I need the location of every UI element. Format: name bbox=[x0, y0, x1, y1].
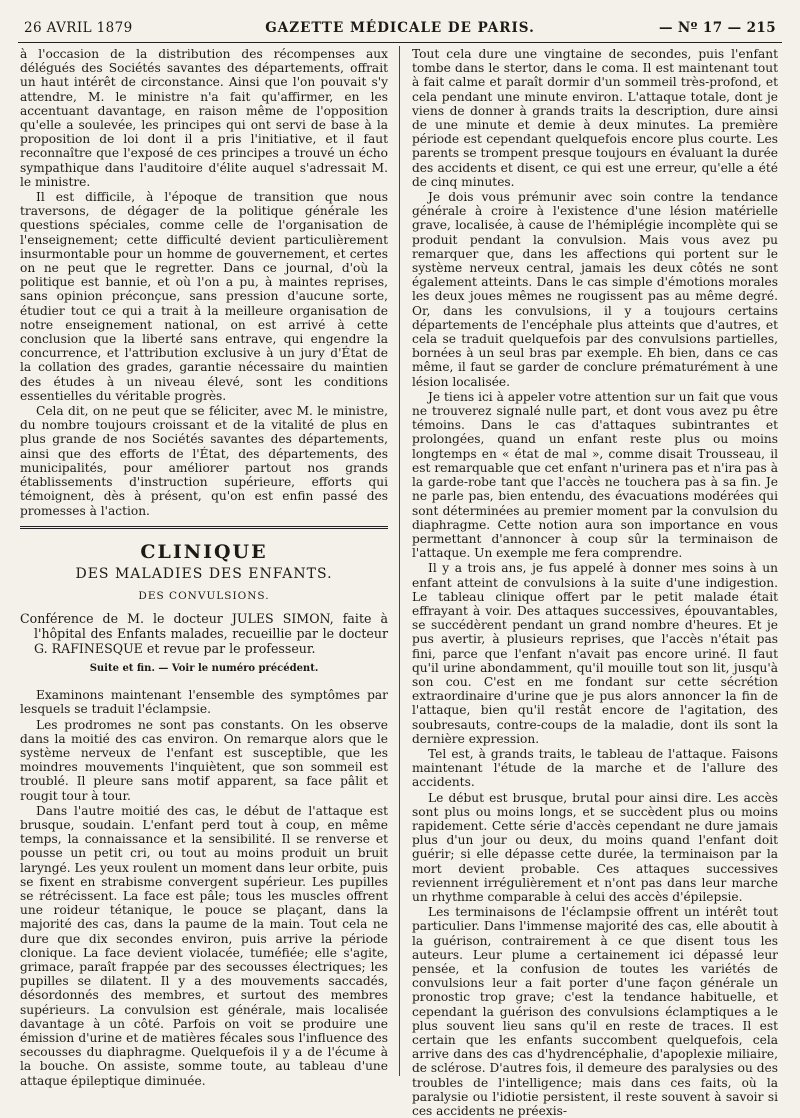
paragraph: Je dois vous prémunir avec soin contre la tendance générale à croire à l'existence d'une lésion matérielle grave, localisée, à cause de l'hémiplégie incomplète qui se produit pendant la convulsion. Mais vous avez pu remarquer que, dans les affections qui portent sur le système nerveux central, jamais les deux côtés ne sont également atteints. Dans le cas simple d'émotions morales les deux joues mêmes ne rougissent pas au même degré. Or, dans les convulsions, il y a toujours certains départements de l'encéphale plus atteints que d'autres, et cela se traduit quelquefois par des convulsions partielles, bornées à un seul bras par exemple. Eh bien, dans ce cas même, il faut se garder de conclure prématurément à une lésion localisée. bbox=[412, 190, 778, 389]
paragraph: Cela dit, on ne peut que se féliciter, avec M. le ministre, du nombre toujours croissant et de la vitalité de plus en plus grande de nos Sociétés savantes des départements, ainsi que des efforts de l'État, des départements, des municipalités, pour améliorer partout nos grands établissements d'instruction supérieure, efforts qui témoignent, dès à présent, qu'on est enfin passé des promesses à l'action. bbox=[20, 404, 388, 518]
paragraph: Dans l'autre moitié des cas, le début de l'attaque est brusque, soudain. L'enfant perd tout à coup, en même temps, la connaissance et la sensibilité. Il se renverse et pousse un petit cri, ou tout au moins produit un bruit laryngé. Les yeux roulent un moment dans leur orbite, puis se fixent en strabisme convergent supérieur. Les pupilles se rétrécissent. La face est pâle; tous les muscles offrent une roideur tétanique, le pouce se plaçant, dans la majorité des cas, dans la paume de la main. Tout cela ne dure que dix secondes environ, puis arrive la période clonique. La face devient violacée, tuméfiée; elle s'agite, grimace, paraît frappée par des secousses électriques; les pupilles se dilatent. Il y a des mouvements saccadés, désordonnés des membres, et surtout des membres supérieurs. La convulsion est générale, mais localisée davantage à un côté. Parfois on voit se produire une émission d'urine et de matières fécales sous l'influence des secousses du diaphragme. Quelquefois il y a de l'écume à la bouche. On assiste, somme toute, au tableau d'une attaque épileptique diminuée. bbox=[20, 803, 388, 1088]
page-number: — Nº 17 — 215 bbox=[658, 20, 776, 36]
paragraph: à l'occasion de la distribution des récompenses aux délégués des Sociétés savantes des départements, offrait un haut intérêt de circonstance. Ainsi que l'on pouvait s'y attendre, M. le ministre n'a fait qu'affirmer, en les accentuant davantage, en raison même de l'opposition qu'elle a soulevée, les principes qui ont servi de base à la proposition de loi dont il a pris l'initiative, et il faut reconnaître que l'exposé de ces principes a trouvé un écho sympathique dans l'auditoire d'élite auquel s'adressait M. le ministre. bbox=[20, 47, 388, 189]
left-column bbox=[20, 47, 388, 1088]
section-subtitle: DES MALADIES DES ENFANTS. bbox=[75, 565, 333, 582]
paragraph: Les terminaisons de l'éclampsie offrent un intérêt tout particulier. Dans l'immense majorité des cas, elle aboutit à la guérison, contrairement à ce que disent tous les auteurs. Leur plume a certainement ici dépassé leur pensée, et la confusion de toutes les variétés de convulsions leur a fait porter d'une façon générale un pronostic trop grave; c'est la tendance habituelle, et cependant la guérison des convulsions éclamptiques a le plus souvent lieu sans qu'il en reste de traces. Il est certain que les enfants succombent quelquefois, cela arrive dans des cas d'hydrencéphalie, d'apoplexie miliaire, de sclérose. D'autres fois, il demeure des paralysies ou des troubles de l'intelligence; mais dans ces faits, où la paralysie ou l'idiotie persistent, il reste souvent à savoir si ces accidents ne préexis- bbox=[412, 905, 778, 1118]
paragraph: Les prodromes ne sont pas constants. On les observe dans la moitié des cas environ. On remarque alors que le système nerveux de l'enfant est susceptible, que les moindres mouvements l'inquiètent, que son sommeil est troublé. Il pleure sans motif apparent, sa face pâlit et rougit tour à tour. bbox=[20, 717, 388, 803]
paragraph: Le début est brusque, brutal pour ainsi dire. Les accès sont plus ou moins longs, et se succèdent plus ou moins rapidement. Cette série d'accès cependant ne dure jamais plus d'un jour ou deux, du moins quand l'enfant doit guérir; si elle dépasse cette durée, la terminaison par la mort devient probable. Ces attaques successives reviennent irrégulièrement et n'ont pas dans leur marche un rhythme comparable à celui des accès d'épilepsie. bbox=[412, 790, 778, 904]
right-column bbox=[412, 47, 778, 1118]
paragraph: Tout cela dure une vingtaine de secondes, puis l'enfant tombe dans le stertor, dans le coma. Il est maintenant tout à fait calme et paraît dormir d'un sommeil très-profond, et cela pendant une minute environ. L'attaque totale, dont je viens de donner à grands traits la description, dure ainsi de une minute et demie à deux minutes. La première période est cependant quelquefois encore plus courte. Les parents se trompent presque toujours en évaluant la durée des accidents et disent, ce qui est une erreur, qu'elle a été de cinq minutes. bbox=[412, 47, 778, 189]
section-title: CLINIQUE bbox=[140, 540, 268, 563]
paragraph: Il y a trois ans, je fus appelé à donner mes soins à un enfant atteint de convulsions à la suite d'une indigestion. Le tableau clinique offert par le petit malade était effrayant à voir. Des attaques successives, épouvantables, se succédèrent pendant un grand nombre d'heures. Et je pus avertir, à plusieurs reprises, que l'accès n'était pas fini, parce que l'enfant n'avait pas encore uriné. Il faut qu'il urine abondamment, qu'il mouille tout son lit, jusqu'à son cou. C'est en me fondant sur cette sécrétion extraordinaire d'urine que je pus alors annoncer la fin de l'attaque, bien qu'il restât encore de l'agitation, des soubresauts, contre-coups de la maladie, dont ils sont la dernière expression. bbox=[412, 561, 778, 746]
paragraph: Examinons maintenant l'ensemble des symptômes par lesquels se traduit l'éclampsie. bbox=[20, 688, 388, 717]
paragraph: Il est difficile, à l'époque de transition que nous traversons, de dégager de la politique générale les questions spéciales, comme celle de l'organisation de l'enseignement; cette difficulté devient particulièrement insurmontable pour un homme de gouvernement, et certes on ne peut que le regretter. Dans ce journal, d'où la politique est bannie, et où l'on a pu, à maintes reprises, sans opinion préconçue, sans pression d'aucune sorte, étudier tout ce qui a trait à la meilleure organisation de notre enseignement national, on est arrivé à cette conclusion que la liberté sans entrave, qui engendre la concurrence, et l'attribution exclusive à un jury d'État de la collation des grades, garantie nécessaire du maintien des études à un niveau élevé, sont les conditions essentielles du véritable progrès. bbox=[20, 190, 388, 403]
header-rule bbox=[18, 42, 782, 43]
section-topic: DES CONVULSIONS. bbox=[138, 589, 270, 602]
page-header bbox=[24, 16, 776, 40]
continuation-note: Suite et fin. — Voir le numéro précédent. bbox=[89, 662, 319, 674]
journal-title: GAZETTE MÉDICALE DE PARIS. bbox=[265, 20, 535, 36]
column-divider bbox=[399, 46, 400, 1076]
paragraph: Tel est, à grands traits, le tableau de l'attaque. Faisons maintenant l'étude de la marche et de l'allure des accidents. bbox=[412, 746, 778, 790]
paragraph: Je tiens ici à appeler votre attention sur un fait que vous ne trouverez signalé nulle part, et dont vous avez pu être témoins. Dans le cas d'attaques subintrantes et prolongées, quand un enfant reste plus ou moins longtemps en « état de mal », comme disait Trousseau, il est remarquable que cet enfant n'urinera pas et n'ira pas à la garde-robe tant que l'accès ne touchera pas à sa fin. Je ne parle pas, bien entendu, des évacuations modérées qui sont déterminées au premier moment par la convulsion du diaphragme. Cette notion aura son importance en vous permettant d'annoncer à coup sûr la terminaison de l'attaque. Un exemple me fera comprendre. bbox=[412, 389, 778, 561]
issue-date: 26 AVRIL 1879 bbox=[24, 20, 133, 36]
conference-credit: Conférence de M. le docteur JULES SIMON, faite à l'hôpital des Enfants malades, recueillie par le docteur G. RAFINESQUE et revue par le professeur. bbox=[20, 610, 388, 656]
section-divider bbox=[20, 526, 388, 531]
